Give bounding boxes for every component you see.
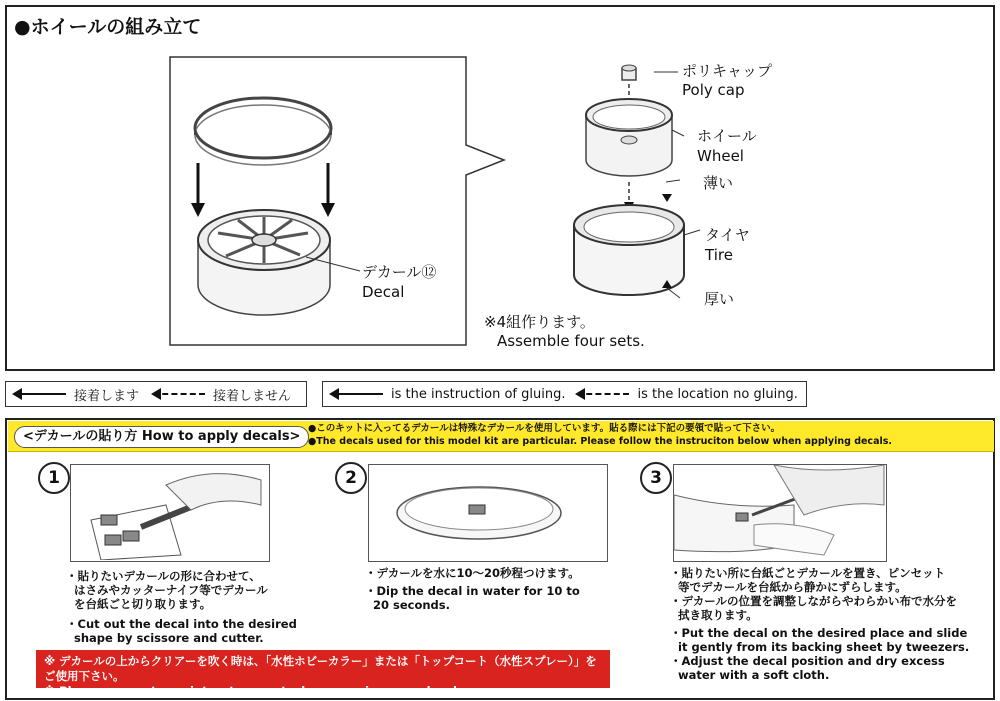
step-2-number: 2 <box>335 462 367 494</box>
polycap-label-jp: ポリキャップ <box>682 62 773 80</box>
step-2-jp-line1: ・デカールを水に10～20秒程つけます。 <box>365 566 580 580</box>
thin-label: 薄い <box>703 174 734 192</box>
step-3-jp-line4: 拭き取ります。 <box>678 608 758 622</box>
step-1-jp-line1: ・貼りたいデカールの形に合わせて、 <box>66 569 261 583</box>
warning-jp: ※ デカールの上からクリアーを吹く時は、「水性ホビーカラー」または「トップコート（水性スプレー）」をご使用下さい。 <box>44 654 597 683</box>
step-1-jp-line3: を台紙ごと切り取ります。 <box>74 597 212 611</box>
legend-en-noglue: is the location no gluing. <box>637 386 798 402</box>
step-1-en-line2: shape by scissore and cutter. <box>74 631 264 645</box>
step-1-en-line1: ・Cut out the decal into the desired <box>66 617 297 631</box>
legend-en <box>322 381 807 407</box>
water-dish-icon <box>369 465 606 560</box>
step-3-illustration <box>673 464 887 562</box>
wheel-label-jp: ホイール <box>697 127 757 145</box>
step-3-en-line3: ・Adjust the decal position and dry excess <box>670 654 945 668</box>
decal-label-en: Decal <box>362 283 405 301</box>
step-1-number: 1 <box>38 462 70 494</box>
decal-note-jp: ●このキットに入ってるデカールは特殊なデカールを使用しています。貼る際には下記の要領で貼って下さい。 <box>308 423 781 434</box>
decal-label-jp: デカール⑫ <box>362 263 437 281</box>
step-2-en-line2: 20 seconds. <box>373 598 451 612</box>
glue-arrow-icon <box>14 393 66 395</box>
legend-jp-noglue: 接着しません <box>213 388 292 404</box>
step-1-jp-line2: はさみやカッターナイフ等でデカール <box>74 583 268 597</box>
polycap-label-en: Poly cap <box>682 81 745 99</box>
step-3-number: 3 <box>640 462 672 494</box>
section-title: ●ホイールの組み立て <box>14 16 202 38</box>
decal-notes <box>308 422 892 448</box>
legend-jp-glue: 接着します <box>74 388 140 404</box>
step-2-text <box>365 566 605 612</box>
sets-note-jp: ※4組作ります。 <box>484 313 595 331</box>
step-3-jp-line1: ・貼りたい所に台紙ごとデカールを置き、ピンセット <box>670 566 946 580</box>
sets-note-en: Assemble four sets. <box>497 332 645 350</box>
tire-label-jp: タイヤ <box>705 226 750 244</box>
step-2-illustration <box>368 464 608 562</box>
thick-label: 厚い <box>704 290 735 308</box>
legend-jp <box>5 381 307 407</box>
step-1-illustration <box>70 464 270 562</box>
step-3-jp-line2: 等でデカールを台紙から静かにずらします。 <box>678 580 907 594</box>
wheel-decal-illustration <box>168 55 508 350</box>
clear-coat-warning <box>36 650 610 698</box>
step-3-text <box>670 566 980 682</box>
step-3-en-line4: water with a soft cloth. <box>678 668 830 682</box>
step-3-en-line2: it gently from its backing sheet by tweezers. <box>678 640 970 654</box>
step-3-jp-line3: ・デカールの位置を調整しながらやわらかい布で水分を <box>670 594 958 608</box>
no-glue-arrow-icon <box>153 393 205 395</box>
cutting-decal-icon <box>71 465 268 560</box>
decal-note-en: ●The decals used for this model kit are particular. Please follow the instruciton below when applying decals. <box>308 436 892 447</box>
glue-arrow-icon <box>331 393 383 395</box>
wheel-label-en: Wheel <box>697 147 744 165</box>
legend-en-glue: is the instruction of gluing. <box>391 386 566 402</box>
warning-en: ※ Please use water paint or topocoat when spraying over decals. <box>44 684 469 698</box>
step-2-en-line1: ・Dip the decal in water for 10 to <box>365 584 580 598</box>
decal-howto-title: <デカールの貼り方 How to apply decals> <box>14 426 309 448</box>
step-3-en-line1: ・Put the decal on the desired place and slide <box>670 626 968 640</box>
tire-label-en: Tire <box>705 246 733 264</box>
step-1-text <box>66 569 306 645</box>
tweezers-applying-icon <box>674 465 885 560</box>
no-glue-arrow-icon <box>577 393 629 395</box>
